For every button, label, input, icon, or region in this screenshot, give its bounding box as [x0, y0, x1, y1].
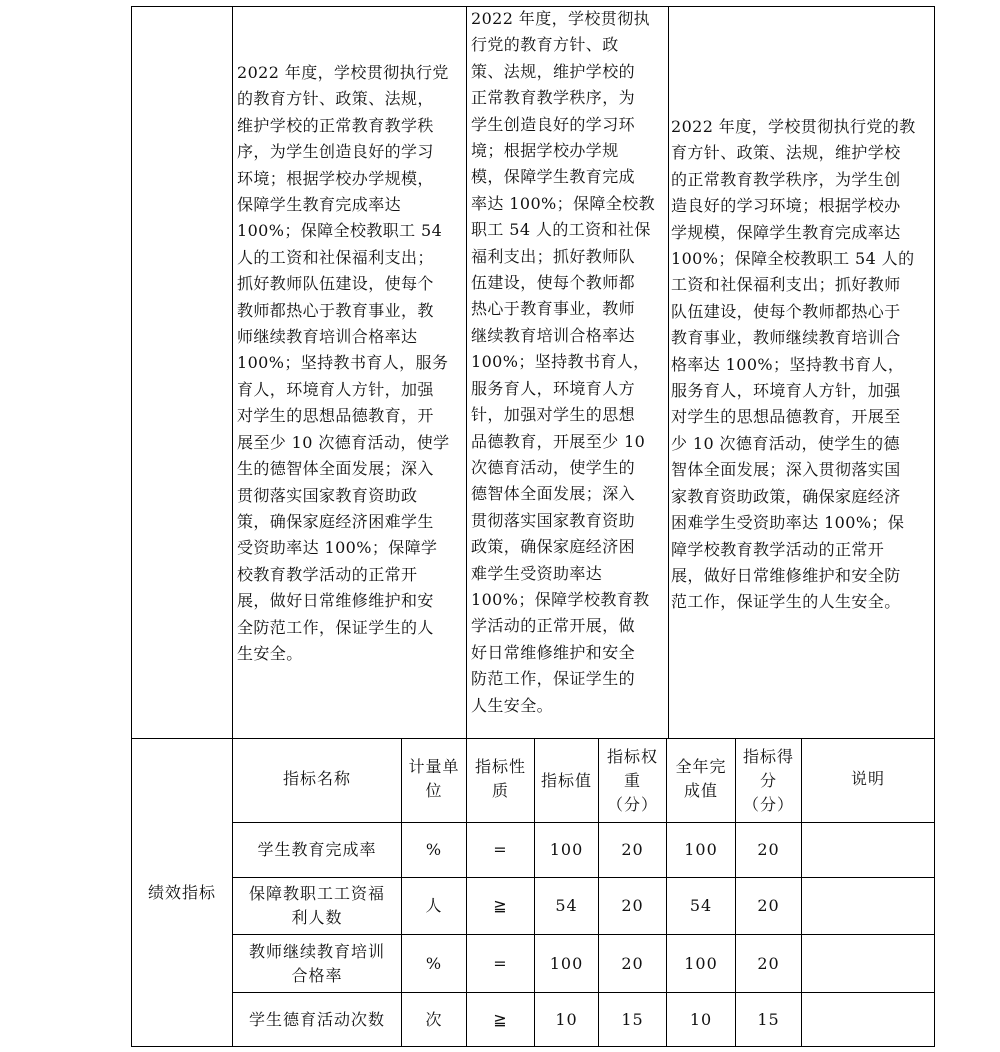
row-completed: 100 — [684, 840, 718, 859]
row-indicator-name: 教师继续教育培训 合格率 — [248, 941, 385, 985]
row-unit: % — [425, 840, 443, 859]
rule-goal-a — [466, 6, 467, 739]
row-score: 20 — [757, 953, 780, 973]
row-score: 15 — [757, 1009, 780, 1029]
rule-right — [934, 6, 935, 1047]
row-nature: ≧ — [493, 1009, 508, 1029]
header-note: 说明 — [850, 769, 885, 788]
row-nature: = — [493, 840, 508, 859]
row-score: 20 — [757, 896, 780, 915]
row-note — [802, 878, 934, 934]
section-label-performance: 绩效指标 — [147, 882, 216, 902]
row-completed: 10 — [689, 1009, 713, 1029]
row-indicator-name: 学生教育完成率 — [257, 840, 377, 859]
header-value: 指标值 — [540, 770, 592, 790]
row-unit: % — [425, 953, 443, 973]
goal-text-actual: 2022 年度，学校贯彻执 行党的教育方针、政 策、法规，维护学校的 正常教育教学秩序，为 学生创造良好的学习环 境；根据学校办学规 模，保障学生教育完成 率达 100%；保障全校教 职工 54 人的工资和社保 福利支出；抓好教师队 伍建设，使每个教师都 热心于教育事业，教师 继续教育培训合格率达 100%；坚持教书育人， 服务育人，环境育人方 针，加强对学生的思想 品德教育，开展至少 10 次德育活动，使学生的 德智体全面发展；深入 贯彻落实国家教育资助 政策，确保家庭经济困 难学生受资助率达 100%；保障学校教育教 学活动的正常开展，做 好日常维修维护和安全 防范工作，保证学生的 人生安全。 — [471, 9, 656, 715]
header-unit: 计量单 位 — [408, 757, 460, 800]
rule-bottom — [131, 1046, 935, 1047]
header-completed: 全年完 成值 — [675, 757, 727, 800]
row-unit: 次 — [425, 1009, 443, 1029]
rule-goal-b — [668, 6, 669, 739]
row-value: 54 — [555, 896, 578, 915]
row-value: 10 — [555, 1009, 578, 1029]
row-note — [802, 823, 934, 877]
row-value: 100 — [549, 840, 584, 859]
header-nature: 指标性 质 — [474, 757, 526, 800]
row-weight: 20 — [621, 896, 644, 915]
row-nature: = — [493, 953, 508, 973]
row-indicator-name: 保障教职工工资福 利人数 — [248, 884, 385, 927]
row-weight: 20 — [621, 840, 644, 859]
row-unit: 人 — [425, 896, 443, 915]
row-weight: 20 — [621, 953, 644, 973]
row-completed: 54 — [689, 896, 713, 915]
row-note — [802, 993, 934, 1046]
header-weight: 指标权 重 （分） — [606, 746, 658, 814]
row-value: 100 — [549, 953, 584, 973]
row-note — [802, 935, 934, 992]
row-score: 20 — [757, 840, 780, 859]
row-indicator-name: 学生德育活动次数 — [248, 1009, 385, 1029]
goal-text-summary: 2022 年度，学校贯彻执行党的教 育方针、政策、法规，维护学校 的正常教育教学秩序，为学生创 造良好的学习环境；根据学校办 学规模，保障学生教育完成率达 100%；保障全校教职工 54 人的 工资和社保福利支出；抓好教师 队伍建设，使每个教师都热心于 教育事业，教师继续教育培训合 格率达 100%；坚持教书育人， 服务育人，环境育人方针，加强 对学生的思想品德教育，开展至 少 10 次德育活动，使学生的德 智体全面发展；深入贯彻落实国 家教育资助政策，确保家庭经济 困难学生受资助率达 100%；保 障学校教育教学活动的正常开 展，做好日常维修维护和安全防 范工作，保证学生的人生安全。 — [671, 117, 916, 612]
row-nature: ≧ — [493, 896, 508, 915]
header-score: 指标得 分 （分） — [742, 746, 794, 814]
row-completed: 100 — [684, 953, 718, 973]
row-weight: 15 — [621, 1009, 644, 1029]
goal-text-planned: 2022 年度，学校贯彻执行党 的教育方针、政策、法规， 维护学校的正常教育教学秩 序，为学生创造良好的学习 环境；根据学校办学规模， 保障学生教育完成率达 100%；保障全校教职工 54 人的工资和社保福利支出； 抓好教师队伍建设，使每个 教师都热心于教育事业，教 师继续教育培训合格率达 100%；坚持教书育人，服务 育人，环境育人方针，加强 对学生的思想品德教育，开 展至少 10 次德育活动，使学 生的德智体全面发展；深入 贯彻落实国家教育资助政 策，确保家庭经济困难学生 受资助率达 100%；保障学 校教育教学活动的正常开 展，做好日常维修维护和安 全防范工作，保证学生的人 生安全。 — [237, 63, 450, 663]
header-indicator-name: 指标名称 — [282, 769, 351, 788]
